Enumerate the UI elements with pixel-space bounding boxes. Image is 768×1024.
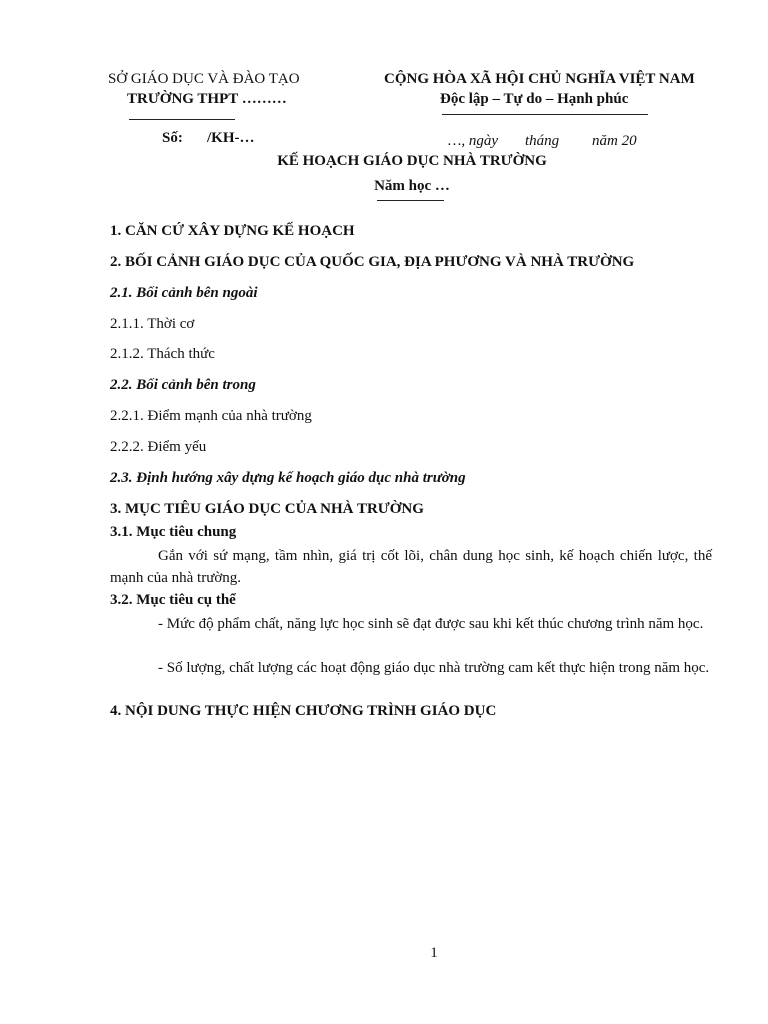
country-name: CỘNG HÒA XÃ HỘI CHỦ NGHĨA VIỆT NAM (384, 71, 695, 87)
section-3-2-heading: 3.2. Mục tiêu cụ thể (110, 592, 236, 608)
date-year: năm 20 (592, 133, 637, 149)
section-2-2-2: 2.2.2. Điểm yếu (110, 439, 207, 455)
section-2-1-2: 2.1.2. Thách thức (110, 346, 215, 362)
school-underline (129, 119, 235, 120)
motto-underline (442, 114, 648, 115)
date-month: tháng (525, 133, 560, 149)
document-title: KẾ HOẠCH GIÁO DỤC NHÀ TRƯỜNG (277, 153, 547, 169)
document-number-label: Số: (162, 130, 183, 146)
school-year: Năm học … (374, 178, 450, 194)
section-4-heading: 4. NỘI DUNG THỰC HIỆN CHƯƠNG TRÌNH GIÁO DỤC (110, 703, 497, 719)
section-2-heading: 2. BỐI CẢNH GIÁO DỤC CỦA QUỐC GIA, ĐỊA PHƯƠNG VÀ NHÀ TRƯỜNG (110, 254, 635, 270)
section-2-1-1: 2.1.1. Thời cơ (110, 316, 195, 332)
document-number-value: /KH-… (207, 130, 255, 146)
section-3-2-item-1: - Mức độ phẩm chất, năng lực học sinh sẽ đạt được sau khi kết thúc chương trình năm học. (158, 616, 704, 632)
section-3-heading: 3. MỤC TIÊU GIÁO DỤC CỦA NHÀ TRƯỜNG (110, 501, 424, 517)
section-1-heading: 1. CĂN CỨ XÂY DỰNG KẾ HOẠCH (110, 223, 355, 239)
title-underline (377, 200, 444, 201)
national-motto: Độc lập – Tự do – Hạnh phúc (440, 91, 629, 107)
section-2-3-heading: 2.3. Định hướng xây dựng kế hoạch giáo dục nhà trường (110, 470, 466, 486)
section-3-1-heading: 3.1. Mục tiêu chung (110, 524, 237, 540)
department-name: SỞ GIÁO DỤC VÀ ĐÀO TẠO (108, 71, 300, 87)
date-place: …, ngày (448, 133, 498, 149)
section-2-1-heading: 2.1. Bối cảnh bên ngoài (110, 285, 258, 301)
school-name: TRƯỜNG THPT ……… (127, 91, 287, 107)
page-number: 1 (430, 945, 438, 961)
section-3-1-paragraph: Gắn với sứ mạng, tầm nhìn, giá trị cốt lõi, chân dung học sinh, kế hoạch chiến lược, thế mạnh của nhà trường. (110, 548, 712, 586)
section-2-2-heading: 2.2. Bối cảnh bên trong (110, 377, 256, 393)
section-2-2-1: 2.2.1. Điểm mạnh của nhà trường (110, 408, 312, 424)
section-3-2-item-2: - Số lượng, chất lượng các hoạt động giáo dục nhà trường cam kết thực hiện trong năm học. (158, 660, 710, 676)
